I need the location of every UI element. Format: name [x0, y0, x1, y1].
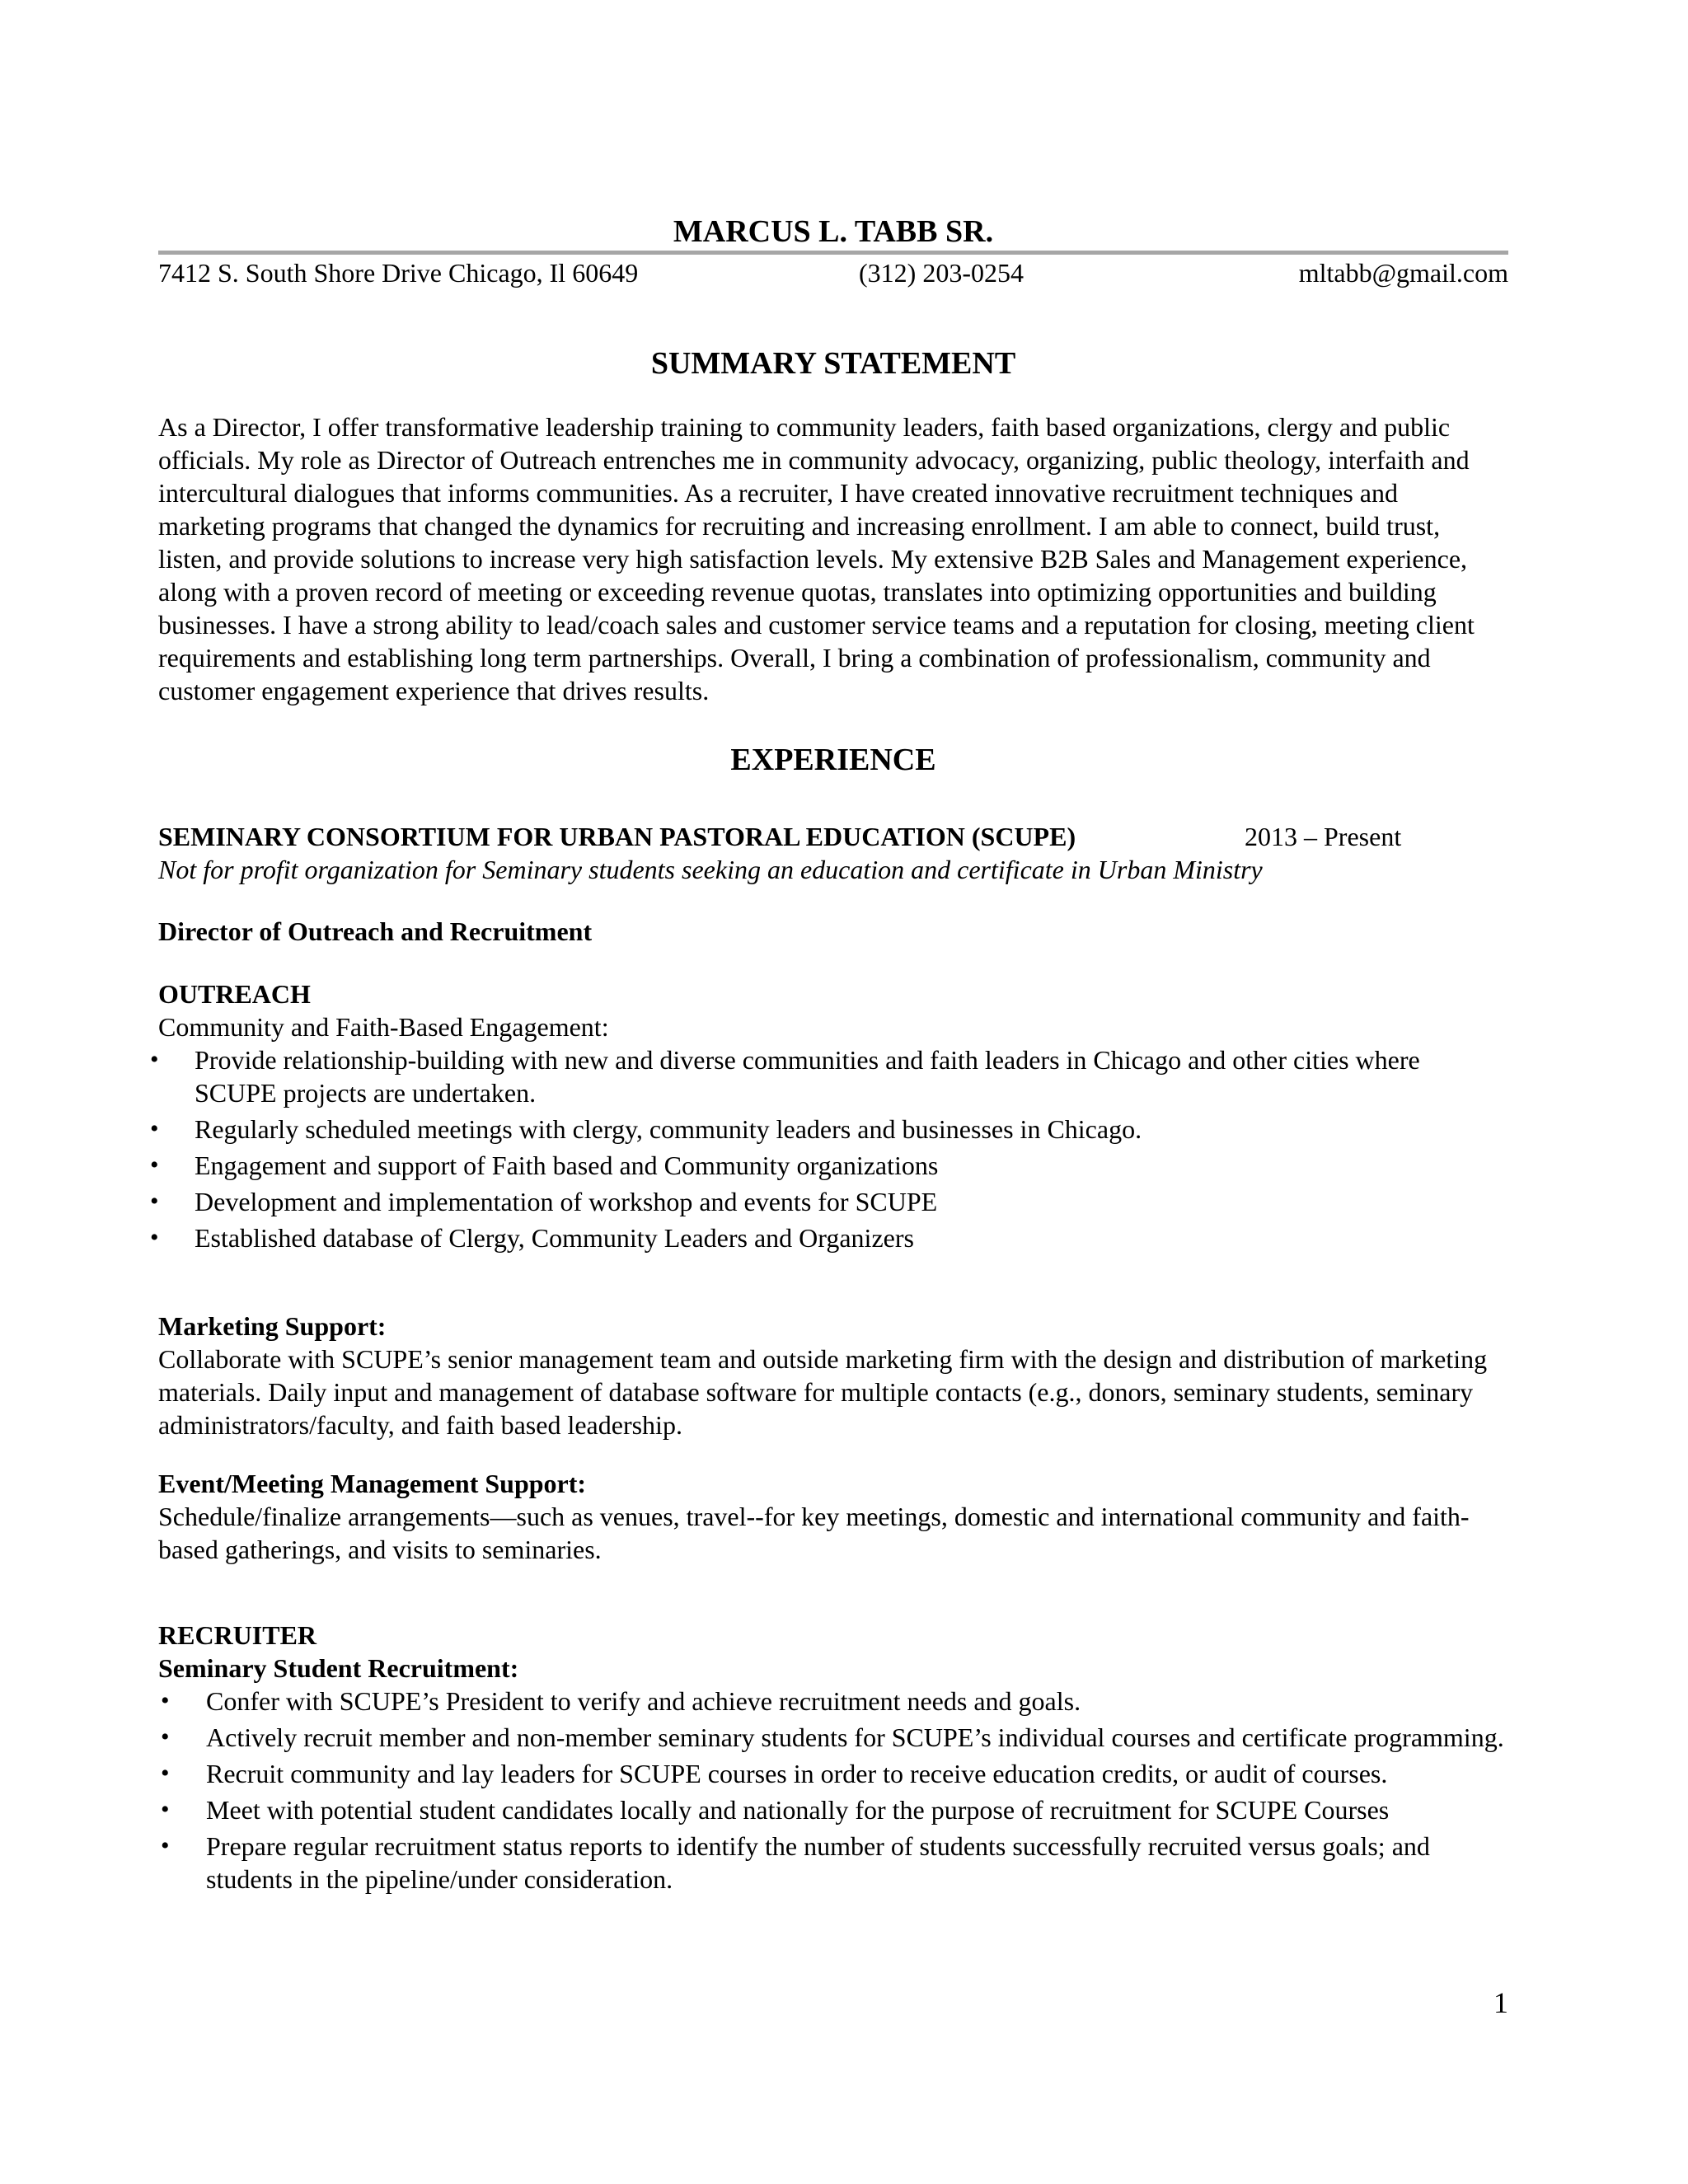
list-item — [158, 1685, 1508, 1718]
list-item — [150, 1113, 1508, 1146]
bullet-glyph: • — [161, 1832, 170, 1859]
bullet-glyph: • — [150, 1115, 159, 1142]
organization-name: SEMINARY CONSORTIUM FOR URBAN PASTORAL EDUCATION (SCUPE) — [158, 822, 1076, 851]
outreach-bullet-list — [150, 1043, 1508, 1258]
summary-heading: SUMMARY STATEMENT — [650, 346, 1016, 381]
list-item — [158, 1830, 1508, 1896]
contact-line — [158, 255, 1508, 291]
marketing-text: Collaborate with SCUPE’s senior management team and outside marketing firm with the design and distribution of marketing materials. Daily input and management of database software for multiple contacts (e.g., donors, seminary students, seminary administrators/faculty, and faith based leadership. — [158, 1344, 1488, 1440]
bullet-text: Recruit community and lay leaders for SCUPE courses in order to receive education credits, or audit of courses. — [206, 1759, 1388, 1788]
recruiter-bullet-list — [158, 1685, 1508, 1899]
organization-description: Not for profit organization for Seminary students seeking an education and certificate in Urban Ministry — [158, 855, 1263, 884]
bullet-text: Engagement and support of Faith based and Community organizations — [195, 1151, 939, 1180]
list-item — [158, 1793, 1508, 1826]
organization-line — [158, 820, 1508, 853]
bullet-glyph: • — [150, 1151, 159, 1179]
list-item — [150, 1221, 1508, 1254]
events-heading: Event/Meeting Management Support: — [158, 1469, 587, 1498]
outreach-subheading: Community and Faith-Based Engagement: — [158, 1012, 609, 1042]
bullet-glyph: • — [150, 1046, 159, 1073]
bullet-glyph: • — [150, 1188, 159, 1215]
contact-phone: (312) 203-0254 — [859, 258, 1024, 288]
list-item — [150, 1185, 1508, 1218]
list-item — [150, 1043, 1508, 1109]
bullet-glyph: • — [150, 1224, 159, 1251]
summary-text: As a Director, I offer transformative leadership training to community leaders, faith based organizations, clergy and public officials. My role as Director of Outreach entrenches me in community advocacy, organizing, public theology, interfaith and intercultural dialogues that informs communities. As a recruiter, I have created innovative recruitment techniques and marketing programs that changed the dynamics for recruiting and increasing enrollment. I am able to connect, build trust, listen, and provide solutions to increase very high satisfaction levels. My extensive B2B Sales and Management experience, along with a proven record of meeting or exceeding revenue quotas, translates into optimizing opportunities and building businesses. I have a strong ability to lead/coach sales and customer service teams and a reputation for closing, meeting client requirements and establishing long term partnerships. Overall, I bring a combination of professionalism, community and customer engagement experience that drives results. — [158, 412, 1475, 705]
contact-email: mltabb@gmail.com — [1298, 258, 1508, 288]
contact-address: 7412 S. South Shore Drive Chicago, Il 60649 — [158, 258, 639, 288]
page-number: 1 — [1493, 1986, 1508, 2019]
bullet-text: Actively recruit member and non-member seminary students for SCUPE’s individual courses and certificate programming. — [206, 1722, 1504, 1752]
marketing-heading: Marketing Support: — [158, 1311, 387, 1341]
recruiter-subheading: Seminary Student Recruitment: — [158, 1653, 519, 1683]
bullet-text: Meet with potential student candidates locally and nationally for the purpose of recruitment for SCUPE Courses — [206, 1795, 1390, 1825]
bullet-text: Established database of Clergy, Community Leaders and Organizers — [195, 1223, 914, 1253]
employment-dates: 2013 – Present — [1245, 822, 1402, 851]
bullet-text: Confer with SCUPE’s President to verify and achieve recruitment needs and goals. — [206, 1686, 1081, 1716]
bullet-text: Regularly scheduled meetings with clergy, community leaders and businesses in Chicago. — [195, 1114, 1142, 1144]
bullet-text: Provide relationship-building with new and diverse communities and faith leaders in Chicago and other cities where SCUPE projects are undertaken. — [195, 1045, 1420, 1108]
job-title: Director of Outreach and Recruitment — [158, 916, 593, 946]
experience-heading: EXPERIENCE — [730, 743, 936, 777]
bullet-glyph: • — [161, 1796, 170, 1823]
bullet-text: Prepare regular recruitment status reports to identify the number of students successfully recruited versus goals; and students in the pipeline/under consideration. — [206, 1831, 1430, 1894]
bullet-glyph: • — [161, 1687, 170, 1714]
resume-name: MARCUS L. TABB SR. — [673, 214, 994, 249]
list-item — [158, 1757, 1508, 1790]
list-item — [150, 1149, 1508, 1182]
bullet-glyph: • — [161, 1760, 170, 1787]
list-item — [158, 1721, 1508, 1754]
bullet-glyph: • — [161, 1723, 170, 1750]
events-text: Schedule/finalize arrangements—such as venues, travel--for key meetings, domestic and international community and faith-based gatherings, and visits to seminaries. — [158, 1502, 1470, 1564]
recruiter-heading: RECRUITER — [158, 1620, 317, 1650]
bullet-text: Development and implementation of workshop and events for SCUPE — [195, 1187, 938, 1216]
outreach-heading: OUTREACH — [158, 979, 311, 1009]
